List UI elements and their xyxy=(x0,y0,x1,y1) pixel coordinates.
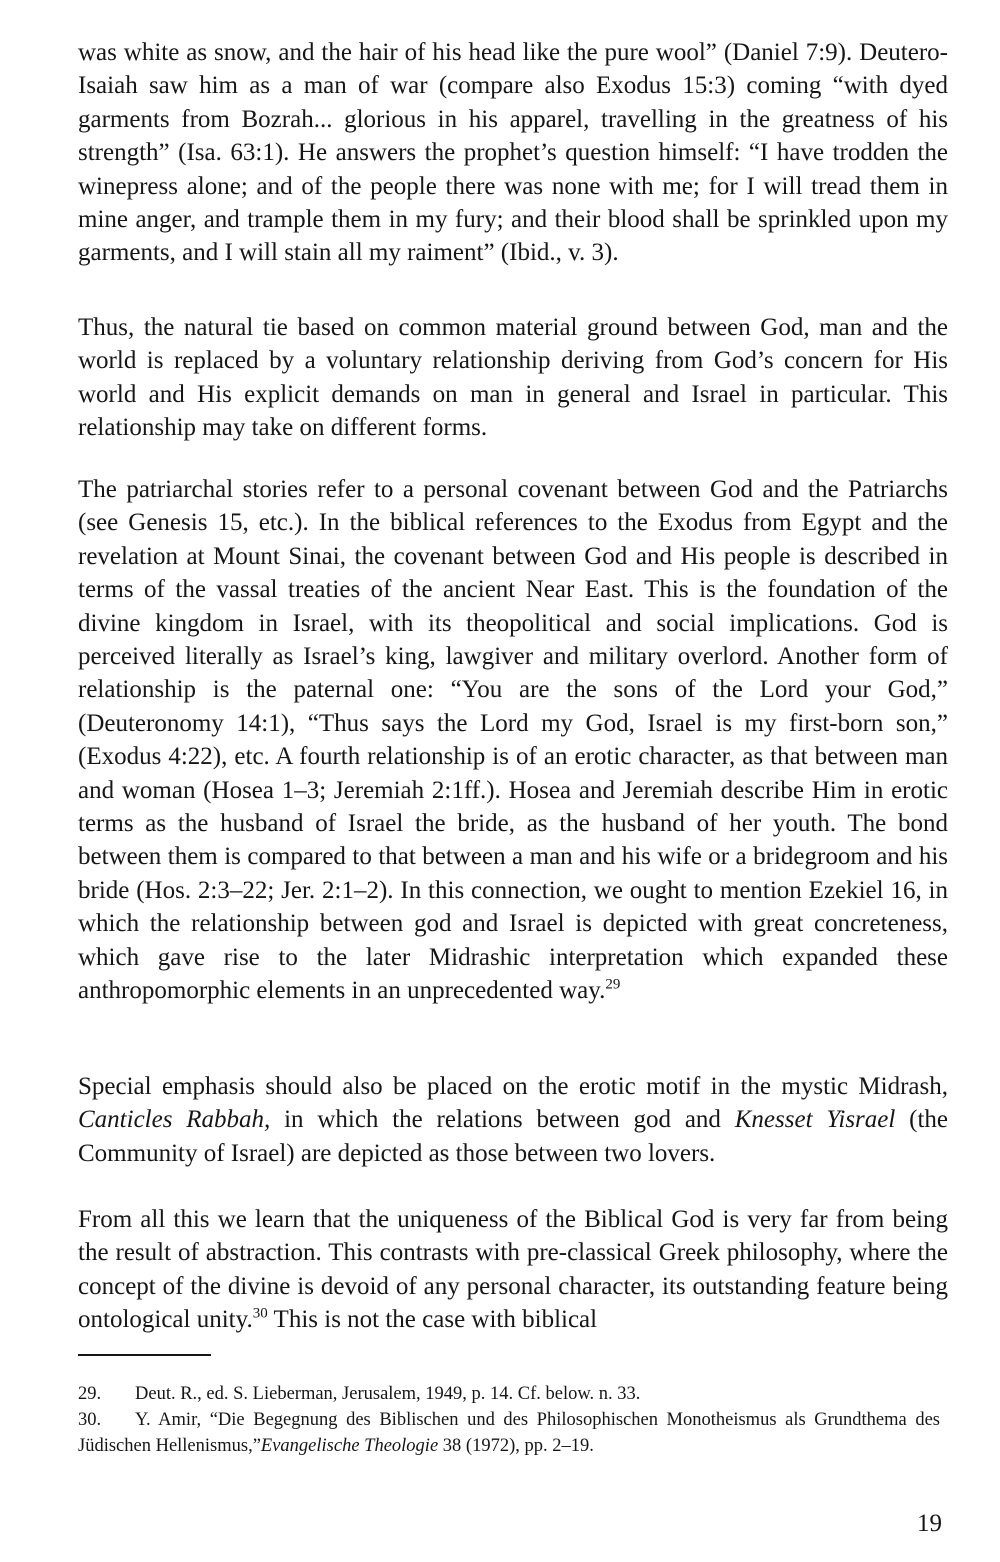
footnote-ref-29[interactable]: 29 xyxy=(605,976,621,993)
page-number: 19 xyxy=(917,1510,942,1537)
footnote-30-text-b: 38 (1972), pp. 2–19. xyxy=(438,1436,594,1456)
paragraph-3 xyxy=(78,473,948,1008)
footnote-ref-30[interactable]: 30 xyxy=(252,1305,268,1322)
footnote-30-number: 30. xyxy=(78,1410,102,1430)
paragraph-1 xyxy=(78,36,948,270)
paragraph-2 xyxy=(78,311,948,445)
footnote-29-number: 29. xyxy=(78,1384,102,1404)
footnote-29 xyxy=(78,1381,940,1407)
paragraph-4-text-b: in which the relations between god and xyxy=(270,1106,735,1134)
paragraph-4-italic-a: Canticles Rabbah, xyxy=(78,1106,271,1134)
paragraph-5 xyxy=(78,1203,948,1337)
footnote-30 xyxy=(78,1407,940,1459)
paragraph-4-text-a: Special emphasis should also be placed on the erotic motif in the mystic Midrash, xyxy=(78,1073,948,1100)
paragraph-3-text: The patriarchal stories refer to a personal covenant between God and the Patriarchs (see Genesis 15, etc.). In the biblical references to the Exodus from Egypt and the revelation at Mount Sinai, the covenant between God and His people is described in terms of the vassal treaties of the ancient Near East. This is the foundation of the divine kingdom in Israel, with its theopolitical and social implications. God is perceived literally as Israel’s king, lawgiver and military overlord. Another form of relationship is the paternal one: “You are the sons of the Lord your God,” (Deuteronomy 14:1), “Thus says the Lord my God, Israel is my first-born son,” (Exodus 4:22), etc. A fourth relationship is of an erotic character, as that between man and woman (Hosea 1–3; Jeremiah 2:1ff.). Hosea and Jeremiah describe Him in erotic terms as the husband of Israel the bride, as the husband of her youth. The bond between them is compared to that between a man and his wife or a bridegroom and his bride (Hos. 2:3–22; Jer. 2:1–2). In this connection, we ought to mention Ezekiel 16, in which the relationship between god and Israel is depicted with great concreteness, which gave rise to the later Midrashic interpretation which expanded these anthropomorphic elements in an unprecedented way. xyxy=(78,476,948,1005)
paragraph-4 xyxy=(78,1070,948,1170)
paragraph-5-text-b: This is not the case with biblical xyxy=(267,1306,598,1334)
paragraph-5-text-a: From all this we learn that the uniqueness of the Biblical God is very far from being the result of abstraction. This contrasts with pre-classical Greek philosophy, where the concept of the divine is devoid of any personal character, its outstanding feature being ontological unity. xyxy=(78,1206,948,1334)
paragraph-1-text: was white as snow, and the hair of his head like the pure wool” (Daniel 7:9). Deutero-Isaiah saw him as a man of war (compare also Exodus 15:3) coming “with dyed garments from Bozrah... glorious in his apparel, travelling in the greatness of his strength” (Isa. 63:1). He answers the prophet’s question himself: “I have trodden the winepress alone; and of the people there was none with me; for I will tread them in mine anger, and trample them in my fury; and their blood shall be sprinkled upon my garments, and I will stain all my raiment” (Ibid., v. 3). xyxy=(78,39,948,267)
footnote-30-text-a: Y. Amir, “Die Begegnung des Biblischen und des Philosophischen Monotheismus als Grundthema des Jüdischen Hellenismus,” xyxy=(78,1410,940,1456)
footnote-30-italic: Evangelische Theologie xyxy=(260,1436,439,1456)
paragraph-4-text-c: (the Community of Israel) are depicted as those between two lovers. xyxy=(78,1106,948,1167)
paragraph-2-text: Thus, the natural tie based on common material ground between God, man and the world is replaced by a voluntary relationship deriving from God’s concern for His world and His explicit demands on man in general and Israel in particular. This relationship may take on different forms. xyxy=(78,314,948,442)
footnote-separator xyxy=(78,1354,211,1356)
footnote-29-text: Deut. R., ed. S. Lieberman, Jerusalem, 1949, p. 14. Cf. below. n. 33. xyxy=(135,1384,641,1404)
paragraph-4-italic-b: Knesset Yisrael xyxy=(734,1106,896,1134)
